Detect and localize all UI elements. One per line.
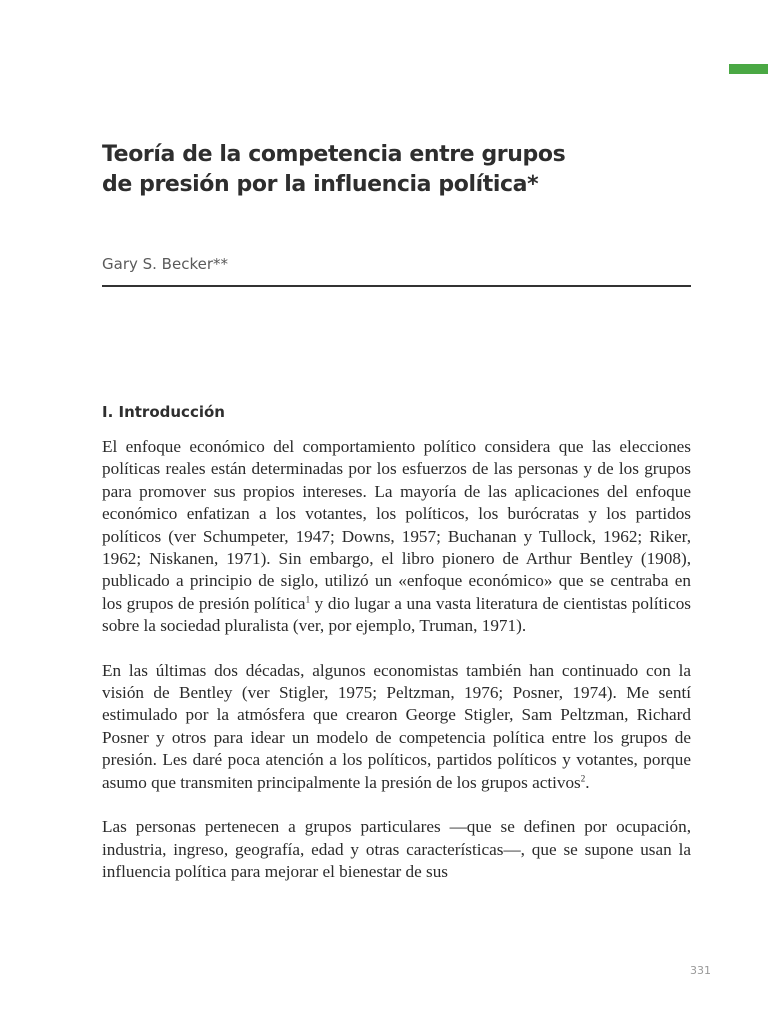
paragraph-3 [102,816,691,883]
paragraph-1 [102,436,691,638]
section-heading: I. Introducción [102,403,225,421]
page-number: 331 [690,964,711,977]
footnote-ref-2: 2 [580,772,586,783]
paragraph-1-tail: y dio lugar a una vasta literatura de cientistas políticos sobre la sociedad pluralista (ver, por ejemplo, Truman, 1971). [102,593,691,636]
page-title [102,140,662,200]
paragraph-3-text: Las personas pertenecen a grupos particulares —que se definen por ocupación, industria, ingreso, geografía, edad y otras características—, que se supone usan la influencia política para mejorar el bienestar de sus [102,817,691,881]
paragraph-2 [102,660,691,794]
paragraph-2-text: En las últimas dos décadas, algunos economistas también han continuado con la visión de Bentley (ver Stigler, 1975; Peltzman, 1976; Posner, 1974). Me sentí estimulado por la atmósfera que crearon George Stigler, Sam Peltzman, Richard Posner y otros para idear un modelo de competencia política entre los grupos de presión. Les daré poca atención a los políticos, partidos políticos y votantes, porque asumo que transmiten principalmente la presión de los grupos activos [102,660,691,792]
title-line-1: Teoría de la competencia entre grupos [102,142,566,167]
footnote-ref-1: 1 [305,594,311,605]
paragraph-2-tail: . [585,772,590,792]
paragraph-1-text: El enfoque económico del comportamiento político considera que las elecciones políticas reales están determinadas por los esfuerzos de las personas y de los grupos para promover sus propios intereses. La mayoría de las aplicaciones del enfoque económico enfatizan a los votantes, los políticos, los burócratas y los partidos políticos (ver Schumpeter, 1947; Downs, 1957; Buchanan y Tullock, 1962; Riker, 1962; Niskanen, 1971). Sin embargo, el libro pionero de Arthur Bentley (1908), publicado a principio de siglo, utilizó un «enfoque económico» que se centraba en los grupos de presión política [102,437,691,613]
section-tab-marker [729,64,768,74]
title-divider [102,285,691,287]
body-text [102,436,691,905]
title-line-2: de presión por la influencia política* [102,172,539,197]
author-name: Gary S. Becker** [102,255,228,273]
